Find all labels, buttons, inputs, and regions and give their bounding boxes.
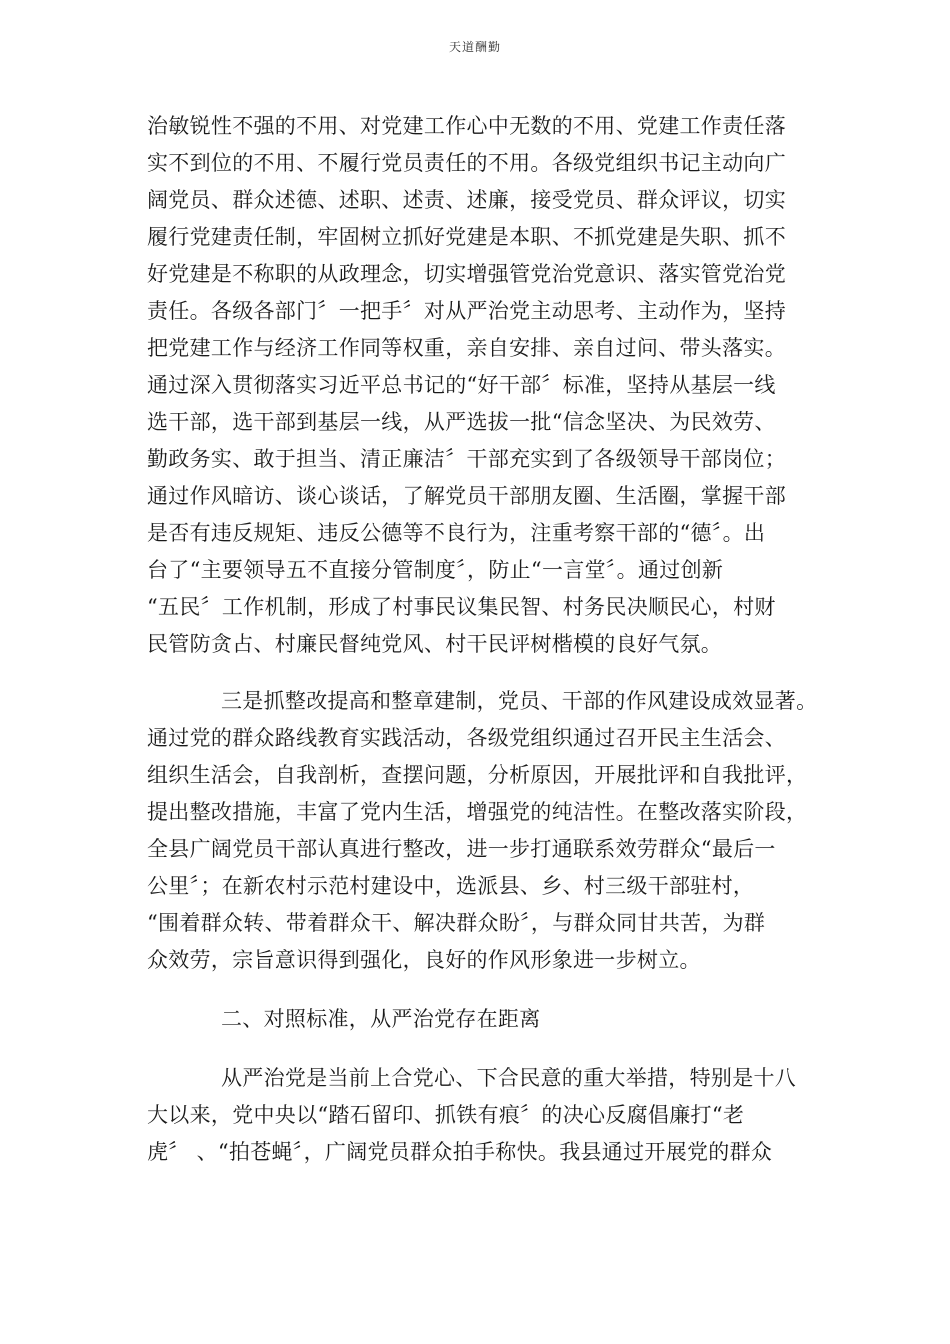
text-line: “五民〞工作机制，形成了村事民议集民智、村务民决顺民心，村财: [147, 595, 776, 619]
text-line: 是否有违反规矩、违反公德等不良行为，注重考察干部的“德〞。出: [147, 521, 766, 545]
section-heading: [147, 1001, 807, 1038]
text-line: 实不到位的不用、不履行党员责任的不用。各级党组织书记主动向广: [147, 151, 786, 175]
heading-text: 二、对照标准，从严治党存在距离: [221, 1007, 541, 1031]
text-line: 履行党建责任制，牢固树立抓好党建是本职、不抓党建是失职、抓不: [147, 225, 786, 249]
text-line: 组织生活会，自我剖析，查摆问题，分析原因，开展批评和自我批评，: [147, 763, 808, 787]
paragraph-4: [147, 1060, 807, 1171]
text-line: 通过深入贯彻落实习近平总书记的“好干部〞标准，坚持从基层一线: [147, 373, 776, 397]
paragraph-spacer: [147, 663, 807, 683]
document-body: [147, 108, 818, 1171]
text-line: 通过作风暗访、谈心谈话，了解党员干部朋友圈、生活圈，掌握干部: [147, 484, 786, 508]
text-line: 民管防贪占、村廉民督纯党风、村干民评树楷模的良好气氛。: [147, 632, 723, 656]
text-line: 公里〞；在新农村示范村建设中，选派县、乡、村三级干部驻村，: [147, 874, 755, 898]
text-line: 选干部，选干部到基层一线，从严选拔一批“信念坚决、为民效劳、: [147, 410, 776, 434]
text-line: 台了“主要领导五不直接分管制度〞，防止“一言堂〞。通过创新: [147, 558, 724, 582]
text-line: 众效劳，宗旨意识得到强化，良好的作风形象进一步树立。: [147, 948, 701, 972]
text-line: 通过党的群众路线教育实践活动，各级党组织通过召开民主生活会、: [147, 726, 786, 750]
paragraph-2: [147, 683, 818, 979]
text-line: 提出整改措施，丰富了党内生活，增强党的纯洁性。在整改落实阶段，: [147, 800, 808, 824]
text-line: 责任。各级各部门〞一把手〞对从严治党主动思考、主动作为，坚持: [147, 299, 786, 323]
text-line: 全县广阔党员干部认真进行整改，进一步打通联系效劳群众“最后一: [147, 837, 776, 861]
text-line: 大以来，党中央以“踏石留印、抓铁有痕〞的决心反腐倡廉打“老: [147, 1103, 745, 1127]
text-line: 虎〞 、“拍苍蝇〞，广阔党员群众拍手称快。我县通过开展党的群众: [147, 1140, 773, 1164]
text-line: 勤政务实、敢于担当、清正廉洁〞干部充实到了各级领导干部岗位；: [147, 447, 786, 471]
paragraph-spacer: [147, 1038, 807, 1060]
text-line: 阔党员、群众述德、述职、述责、述廉，接受党员、群众评议，切实: [147, 188, 786, 212]
text-line: “围着群众转、带着群众干、解决群众盼〞，与群众同甘共苦，为群: [147, 911, 766, 935]
text-line: 治敏锐性不强的不用、对党建工作心中无数的不用、党建工作责任落: [147, 114, 786, 138]
text-line: 好党建是不称职的从政理念，切实增强管党治党意识、落实管党治党: [147, 262, 786, 286]
paragraph-spacer: [147, 979, 807, 1001]
page-header: 天道酬勤: [448, 40, 501, 54]
text-line-indented: 三是抓整改提高和整章建制，党员、干部的作风建设成效显著。: [221, 689, 818, 713]
paragraph-1: [147, 108, 807, 663]
text-line: 把党建工作与经济工作同等权重，亲自安排、亲自过问、带头落实。: [147, 336, 786, 360]
text-line-indented: 从严治党是当前上合党心、下合民意的重大举措，特别是十八: [221, 1066, 797, 1090]
